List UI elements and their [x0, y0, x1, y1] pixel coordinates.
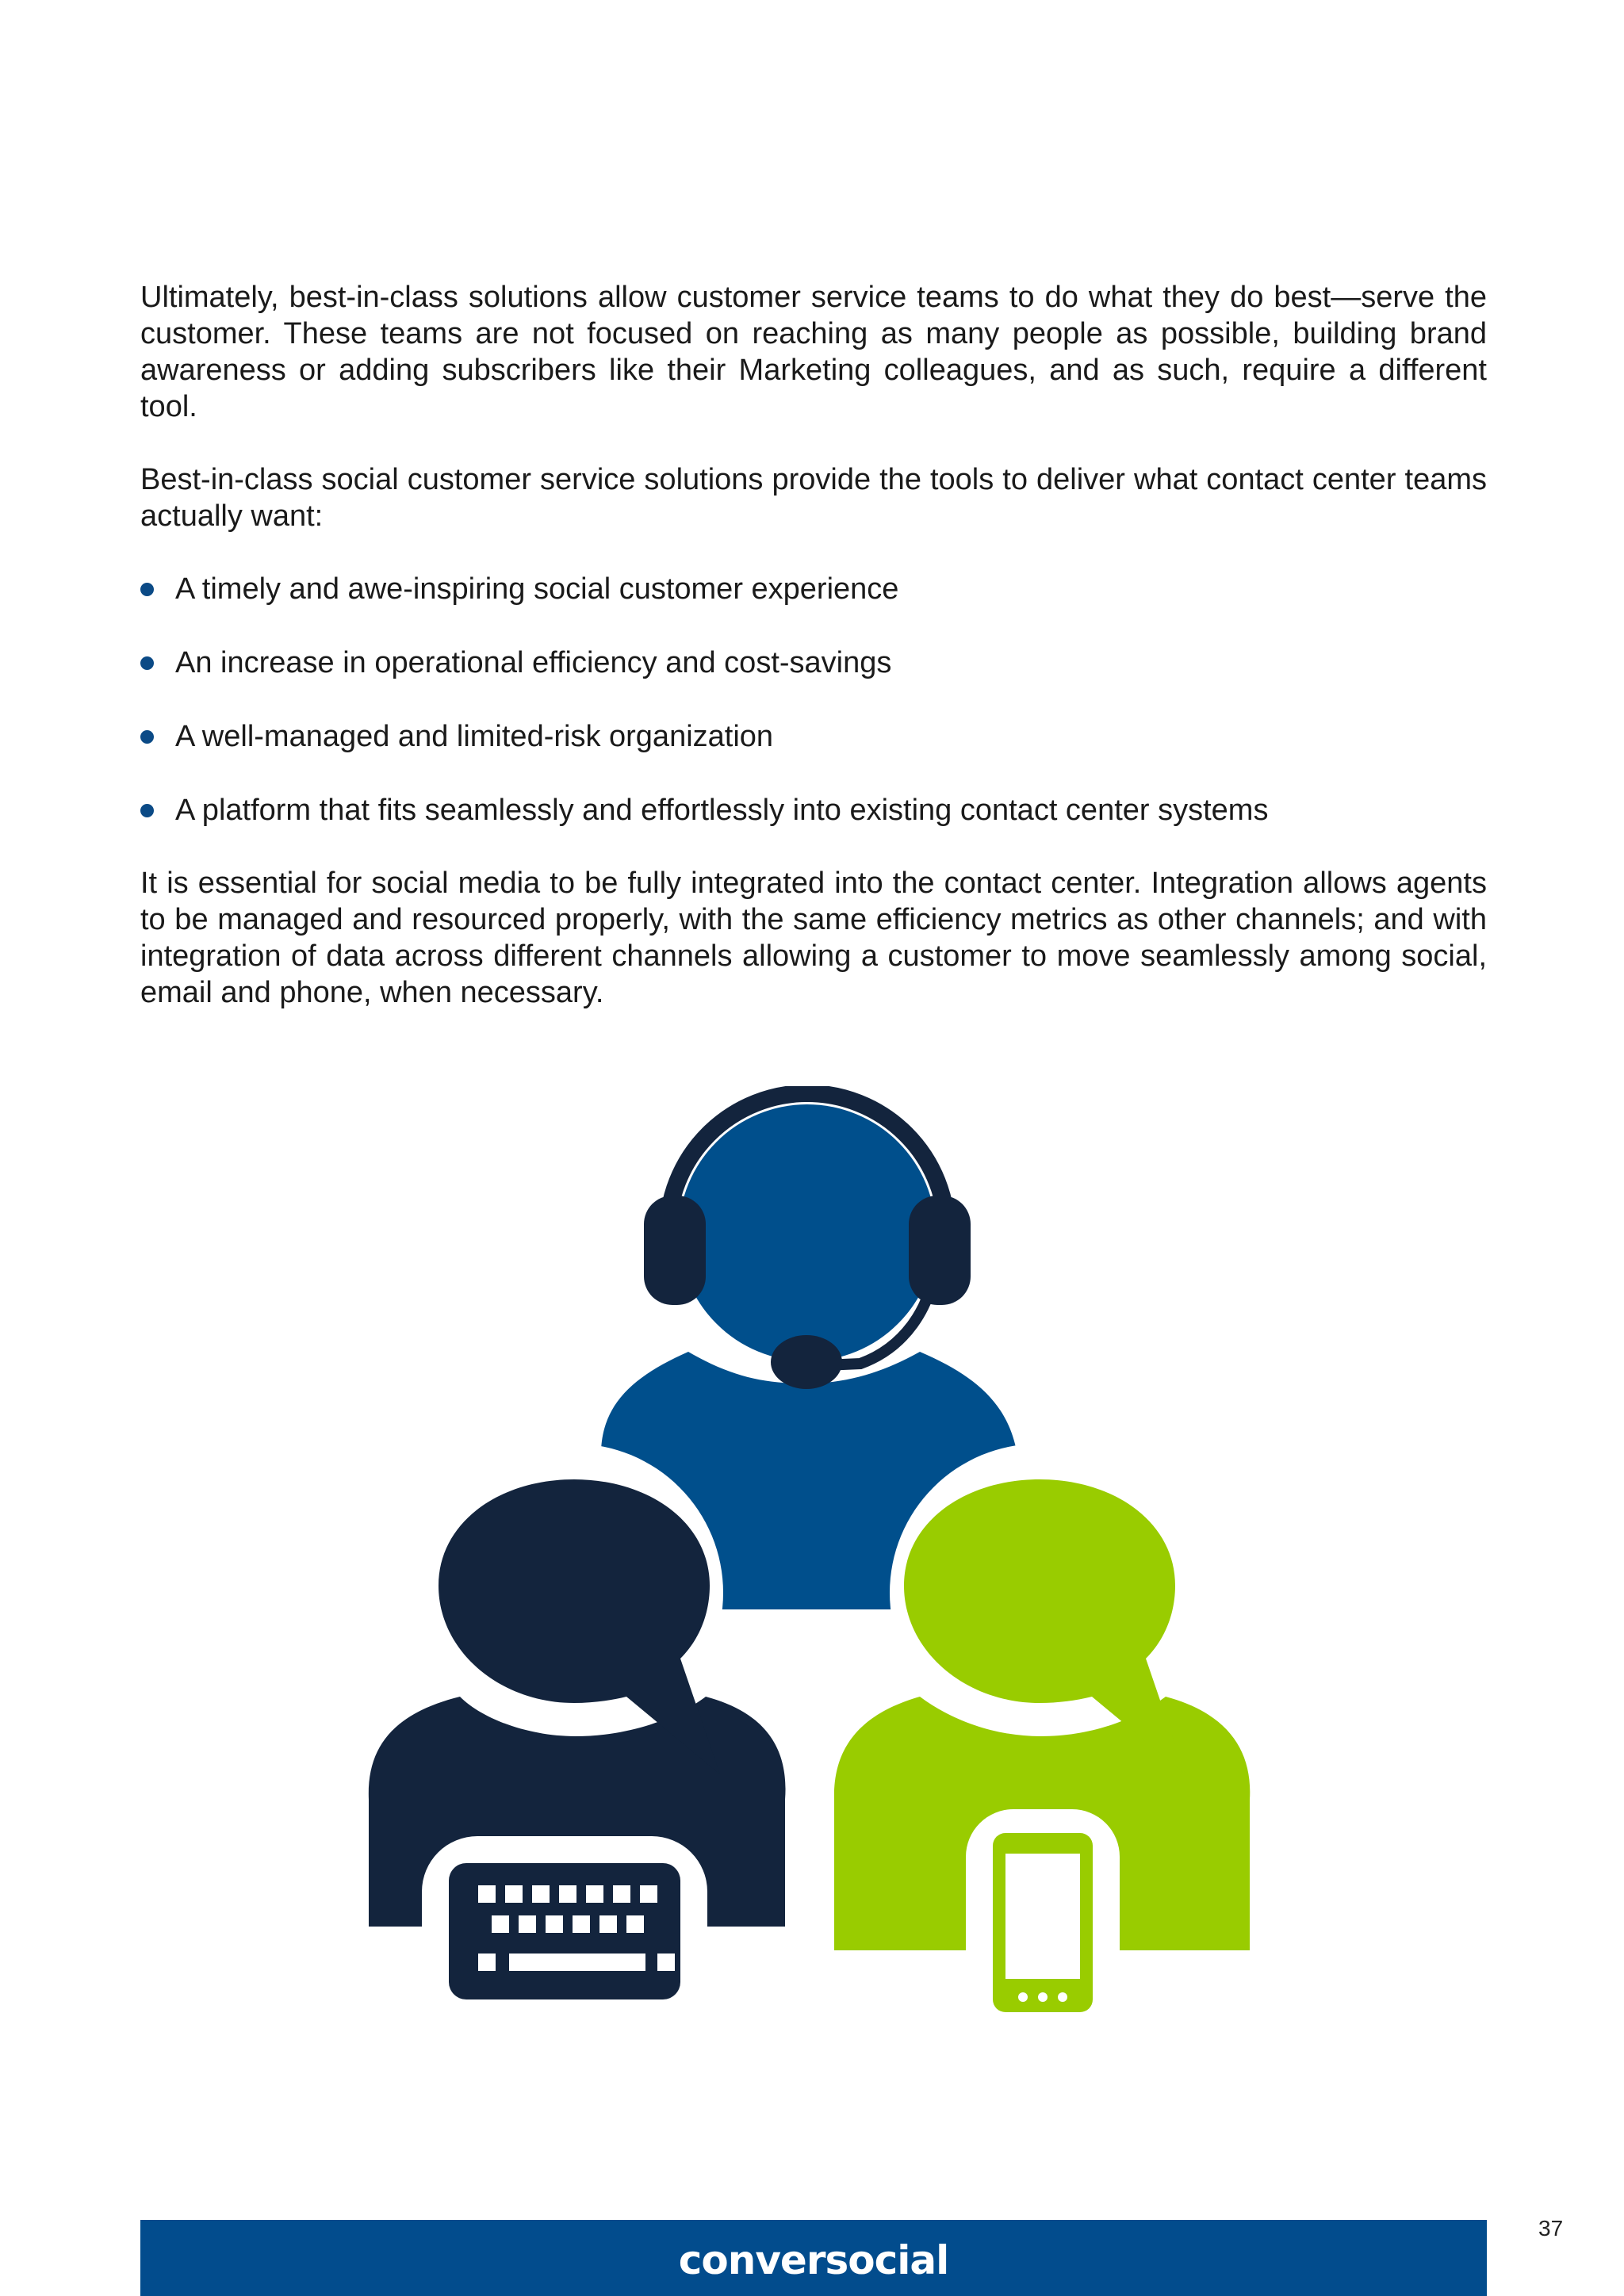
bullet-dot-icon	[140, 583, 154, 596]
lead-paragraph: Best-in-class social customer service solutions provide the tools to deliver what contact center teams actually want:	[140, 463, 1487, 533]
bullet-text: An increase in operational efficiency and cost-savings	[175, 646, 892, 679]
bullet-dot-icon	[140, 730, 154, 744]
customer-service-illustration	[317, 1086, 1308, 2038]
bullet-dot-icon	[140, 656, 154, 670]
list-item	[140, 792, 1487, 828]
conversocial-logo: conversocial	[678, 2237, 949, 2283]
page-number: 37	[1538, 2216, 1564, 2241]
list-item	[140, 571, 1487, 607]
closing-paragraph: It is essential for social media to be fully integrated into the contact center. Integration allows agents to be managed and resourced properly, with the same efficiency metrics as other channels; and with integration of data across different channels allowing a customer to move seamlessly among social, email and phone, when necessary.	[140, 867, 1487, 1009]
footer-bar	[140, 2220, 1487, 2296]
text-content	[140, 279, 1487, 1011]
list-item	[140, 645, 1487, 681]
bullet-dot-icon	[140, 804, 154, 817]
bullet-list	[140, 571, 1487, 828]
bullet-text: A timely and awe-inspiring social customer experience	[175, 572, 899, 606]
intro-paragraph: Ultimately, best-in-class solutions allow customer service teams to do what they do best—serve the customer. These teams are not focused on reaching as many people as possible, building brand awareness or adding subscribers like their Marketing colleagues, and as such, require a different tool.	[140, 281, 1487, 423]
bullet-text: A platform that fits seamlessly and effortlessly into existing contact center systems	[175, 794, 1269, 827]
bullet-text: A well-managed and limited-risk organization	[175, 720, 774, 753]
list-item	[140, 718, 1487, 755]
